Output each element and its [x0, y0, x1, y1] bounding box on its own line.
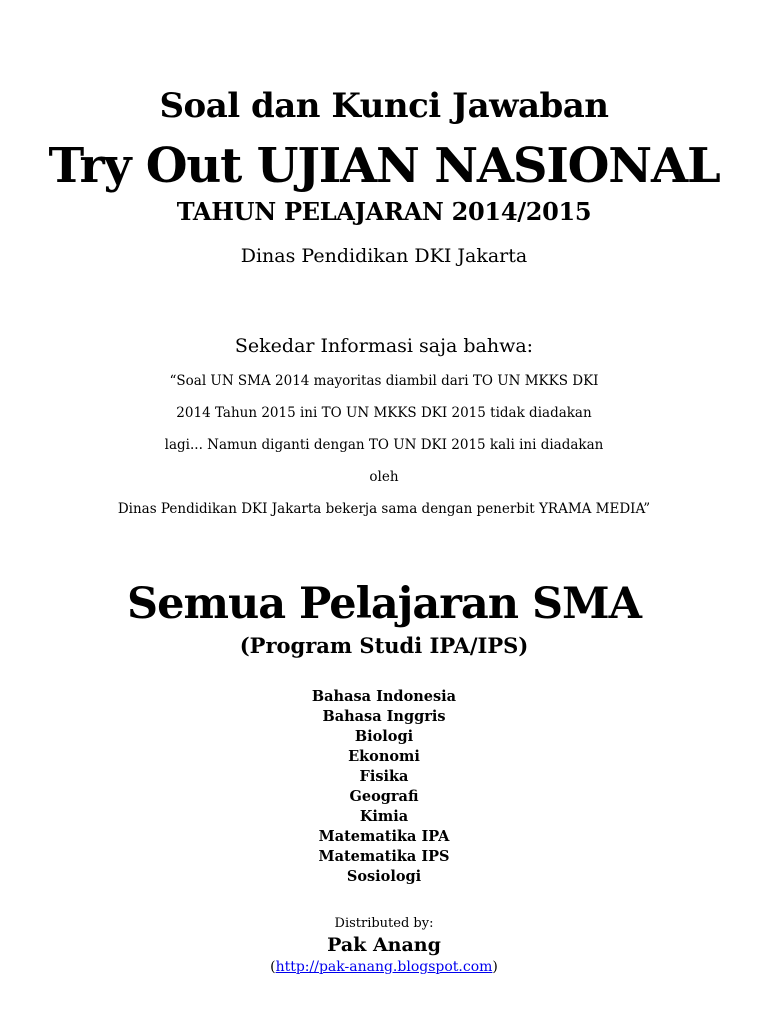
subject-list — [0, 687, 768, 887]
info-quote-line: 2014 Tahun 2015 ini TO UN MKKS DKI 2015 tidak diadakan — [176, 405, 592, 421]
distributor-url-line — [0, 957, 768, 977]
document-title-year: TAHUN PELAJARAN 2014/2015 — [176, 197, 592, 226]
url-close-paren: ) — [492, 959, 498, 975]
distributed-by-label: Distributed by: — [334, 916, 434, 931]
section-title: Semua Pelajaran SMA — [127, 579, 641, 629]
subject-item: Fisika — [359, 768, 409, 785]
subject-item: Kimia — [359, 808, 409, 825]
document-title-line-1: Soal dan Kunci Jawaban — [159, 86, 609, 126]
subject-item: Biologi — [354, 728, 414, 745]
document-subtitle: Dinas Pendidikan DKI Jakarta — [240, 245, 528, 267]
info-quote-line: lagi... Namun diganti dengan TO UN DKI 2015 kali ini diadakan — [164, 437, 604, 453]
info-quote-line: Dinas Pendidikan DKI Jakarta bekerja sama dengan penerbit YRAMA MEDIA” — [117, 501, 651, 517]
info-heading: Sekedar Informasi saja bahwa: — [234, 335, 534, 357]
info-quote-line: “Soal UN SMA 2014 mayoritas diambil dari TO UN MKKS DKI — [169, 373, 599, 389]
subject-item: Sosiologi — [346, 868, 422, 885]
subject-item: Matematika IPA — [318, 828, 450, 845]
distributor-name: Pak Anang — [327, 934, 441, 956]
distributor-url-link[interactable]: http://pak-anang.blogspot.com — [275, 959, 493, 975]
document-title-line-2: Try Out UJIAN NASIONAL — [48, 138, 720, 194]
info-quote-line: oleh — [369, 469, 399, 485]
subject-item: Bahasa Inggris — [322, 708, 446, 725]
subject-item: Geografi — [349, 788, 419, 805]
section-subtitle: (Program Studi IPA/IPS) — [239, 633, 529, 658]
url-open-paren: ( — [270, 959, 276, 975]
subject-item: Bahasa Indonesia — [311, 688, 457, 705]
subject-item: Ekonomi — [348, 748, 420, 765]
subject-item: Matematika IPS — [318, 848, 450, 865]
